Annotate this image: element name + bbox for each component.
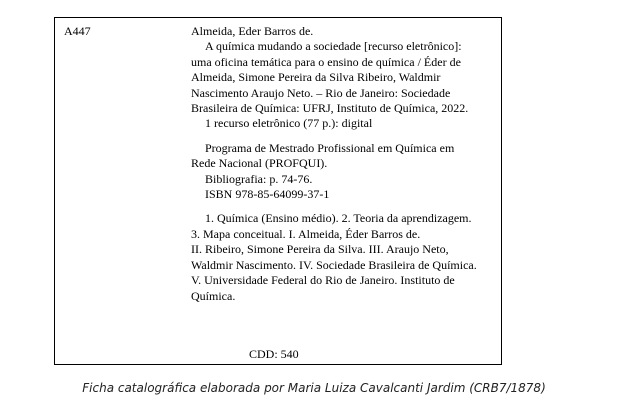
entry-line: V. Universidade Federal do Rio de Janeiro. Instituto de [191, 273, 455, 288]
entry-line: 1 recurso eletrônico (77 p.): digital [205, 116, 373, 131]
entry-line: A química mudando a sociedade [recurso eletrônico]: [205, 39, 462, 54]
entry-line: Química. [191, 288, 236, 303]
catalog-card [54, 17, 502, 365]
catalog-entry [191, 24, 497, 304]
entry-line: Rede Nacional (PROFQUI). [191, 156, 328, 171]
cdd-number: CDD: 540 [249, 347, 299, 361]
entry-line: 1. Química (Ensino médio). 2. Teoria da aprendizagem. [205, 211, 472, 226]
entry-line: II. Ribeiro, Simone Pereira da Silva. III. Araujo Neto, [191, 242, 449, 257]
entry-line: Bibliografia: p. 74-76. [205, 171, 313, 186]
entry-author: Almeida, Eder Barros de. [191, 24, 314, 38]
entry-line: ISBN 978-85-64099-37-1 [205, 187, 330, 202]
entry-line: uma oficina temática para o ensino de química / Éder de [191, 54, 461, 69]
entry-line: Almeida, Simone Pereira da Silva Ribeiro, Waldmir [191, 70, 441, 85]
entry-line: Brasileira de Química: UFRJ, Instituto de Química, 2022. [191, 101, 469, 116]
entry-line: Waldmir Nascimento. IV. Sociedade Brasileira de Química. [191, 257, 477, 272]
card-caption: Ficha catalográfica elaborada por Maria Luiza Cavalcanti Jardim (CRB7/1878) [82, 381, 546, 395]
entry-line: Nascimento Araujo Neto. – Rio de Janeiro: Sociedade [191, 85, 451, 100]
call-number: A447 [64, 24, 91, 38]
entry-line: Programa de Mestrado Profissional em Química em [205, 140, 455, 155]
entry-line: 3. Mapa conceitual. I. Almeida, Éder Barros de. [191, 226, 421, 241]
